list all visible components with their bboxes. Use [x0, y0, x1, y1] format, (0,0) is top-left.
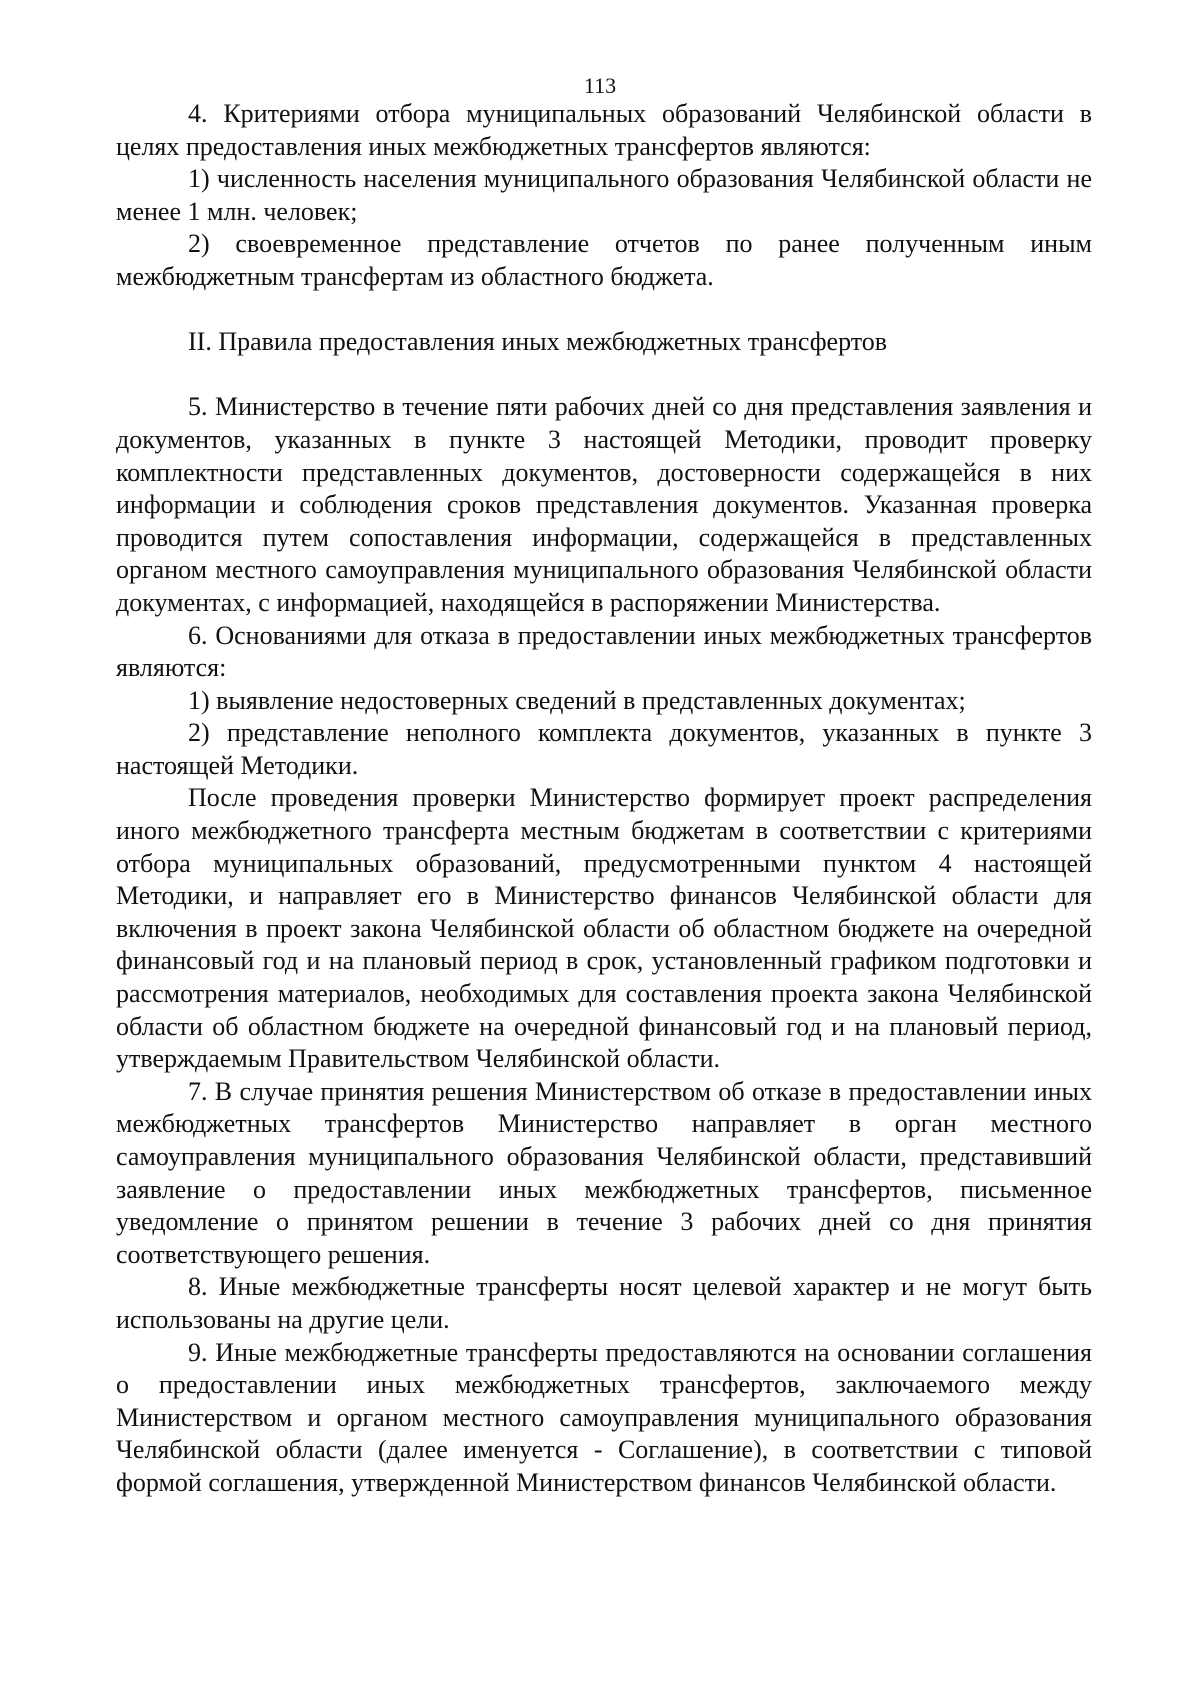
paragraph-6-item-1: 1) выявление недостоверных сведений в представленных документах;	[188, 685, 966, 715]
paragraph-5: 5. Министерство в течение пяти рабочих дней со дня представления заявления и документов, указанных в пункте 3 настоящей Методики, проводит проверку комплектности представленных документов, достоверности содержащейся в них информации и соблюдения сроков представления документов. Указанная проверка проводится путем сопоставления информации, содержащейся в представленных органом местного самоуправления муниципального образования Челябинской области документах, с информацией, находящейся в распоряжении Министерства.	[116, 392, 1092, 617]
section-heading: II. Правила предоставления иных межбюджетных трансфертов	[188, 327, 888, 357]
paragraph-4-item-1: 1) численность населения муниципального образования Челябинской области не менее 1 млн. человек;	[116, 164, 1092, 226]
spacer	[116, 359, 1092, 392]
paragraph-6-after: После проведения проверки Министерство формирует проект распределения иного межбюджетного трансферта местным бюджетам в соответствии с критериями отбора муниципальных образований, предусмотренными пунктом 4 настоящей Методики, и направляет его в Министерство финансов Челябинской области для включения в проект закона Челябинской области об областном бюджете на очередной финансовый год и на плановый период в срок, установленный графиком подготовки и рассмотрения материалов, необходимых для составления проекта закона Челябинской области об областном бюджете на очередной финансовый год и на плановый период, утверждаемым Правительством Челябинской области.	[116, 783, 1092, 1074]
paragraph-7: 7. В случае принятия решения Министерством об отказе в предоставлении иных межбюджетных трансфертов Министерство направляет в орган местного самоуправления муниципального образования Челябинской области, представивший заявление о предоставлении иных межбюджетных трансфертов, письменное уведомление о принятом решении в течение 3 рабочих дней со дня принятия соответствующего решения.	[116, 1076, 1092, 1269]
spacer	[116, 294, 1092, 327]
page-number: 113	[583, 73, 617, 98]
paragraph-6-item-2: 2) представление неполного комплекта документов, указанных в пункте 3 настоящей Методики.	[116, 718, 1092, 780]
paragraph-6: 6. Основаниями для отказа в предоставлении иных межбюджетных трансфертов являются:	[116, 620, 1092, 683]
paragraph-9: 9. Иные межбюджетные трансферты предоставляются на основании соглашения о предоставлении иных межбюджетных трансфертов, заключаемого между Министерством и органом местного самоуправления муниципального образования Челябинской области (далее именуется - Соглашение), в соответствии с типовой формой соглашения, утвержденной Министерством финансов Челябинской области.	[116, 1337, 1092, 1497]
paragraph-4-item-2: 2) своевременное представление отчетов по ранее полученным иным межбюджетным трансфертам из областного бюджета.	[116, 229, 1092, 291]
paragraph-4: 4. Критериями отбора муниципальных образований Челябинской области в целях предоставления иных межбюджетных трансфертов являются:	[116, 99, 1092, 161]
document-body	[116, 98, 1092, 1500]
paragraph-8: 8. Иные межбюджетные трансферты носят целевой характер и не могут быть использованы на другие цели.	[116, 1272, 1092, 1334]
